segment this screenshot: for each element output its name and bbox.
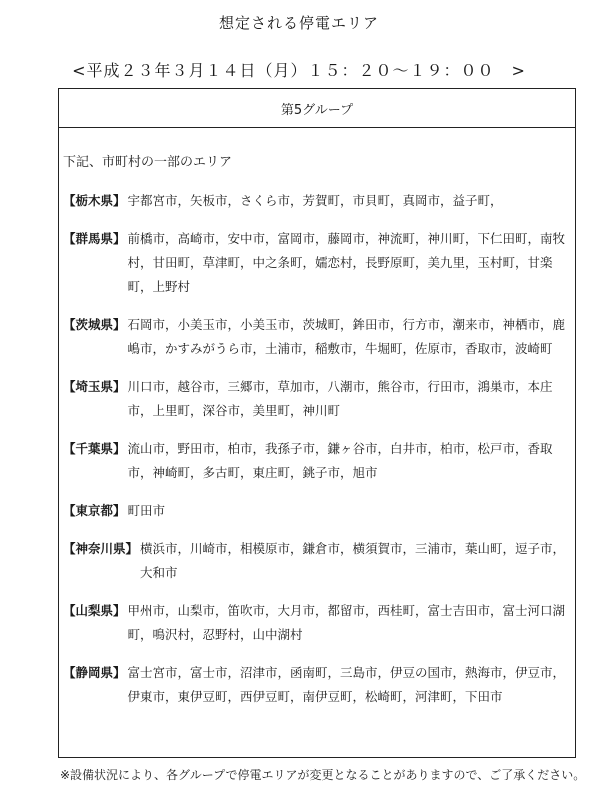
intro-text: 下記、市町村の一部のエリア [63,155,233,170]
prefecture-row [63,499,573,523]
prefecture-row [63,375,573,423]
prefecture-name: 【神奈川県】 [63,541,139,556]
prefecture-row [63,437,573,485]
prefecture-name: 【静岡県】 [63,665,126,680]
prefecture-row [63,537,573,585]
group-header: 第5グループ [59,89,575,128]
area-list: 流山市，野田市，柏市，我孫子市，鎌ヶ谷市，白井市，柏市，松戸市，香取市，神崎町，多古町，東庄町，銚子市，旭市 [127,441,553,480]
prefecture-name: 【栃木県】 [63,193,126,208]
date-time-range: <平成２３年３月１４日（月）１５：２０～１９：００ > [72,61,526,80]
area-list: 町田市 [127,503,166,518]
footnote: ※設備状況により、各グループで停電エリアが変更となることがありますので、ご了承ください。 [60,768,586,782]
prefecture-name: 【群馬県】 [63,231,126,246]
prefecture-list [63,189,573,723]
area-list: 前橋市，高崎市，安中市，富岡市，藤岡市，神流町，神川町，下仁田町，南牧村，甘田町，草津町，中之条町，嬬恋村，長野原町，美九里，玉村町，甘楽町，上野村 [127,231,566,294]
prefecture-row [63,227,573,299]
prefecture-name: 【山梨県】 [63,603,126,618]
area-list: 富士宮市，富士市，沼津市，函南町，三島市，伊豆の国市，熱海市，伊豆市，伊東市，東伊豆町，西伊豆町，南伊豆町，松崎町，河津町，下田市 [127,665,566,704]
prefecture-name: 【茨城県】 [63,317,126,332]
group-table [58,88,576,758]
area-list: 宇都宮市，矢板市，さくら市，芳賀町，市貝町，真岡市，益子町， [127,193,503,208]
prefecture-name: 【千葉県】 [63,441,126,456]
area-list: 甲州市，山梨市，笛吹市，大月市，都留市，西桂町，富士吉田市，富士河口湖町，鳴沢村，忍野村，山中湖村 [127,603,566,642]
prefecture-name: 【埼玉県】 [63,379,126,394]
prefecture-name: 【東京都】 [63,503,126,518]
prefecture-row [63,661,573,709]
prefecture-row [63,313,573,361]
prefecture-row [63,189,573,213]
document-title: 想定される停電エリア [218,14,379,32]
prefecture-row [63,599,573,647]
area-list: 横浜市，川崎市，相模原市，鎌倉市，横須賀市，三浦市，葉山町，逗子市，大和市 [140,541,566,580]
area-list: 川口市，越谷市，三郷市，草加市，八潮市，熊谷市，行田市，鴻巣市，本庄市，上里町，深谷市，美里町，神川町 [127,379,553,418]
area-list: 石岡市，小美玉市，小美玉市，茨城町，鉾田市，行方市，潮来市，神栖市，鹿嶋市，かすみがうら市，土浦市，稲敷市，牛堀町，佐原市，香取市，波崎町 [127,317,566,356]
